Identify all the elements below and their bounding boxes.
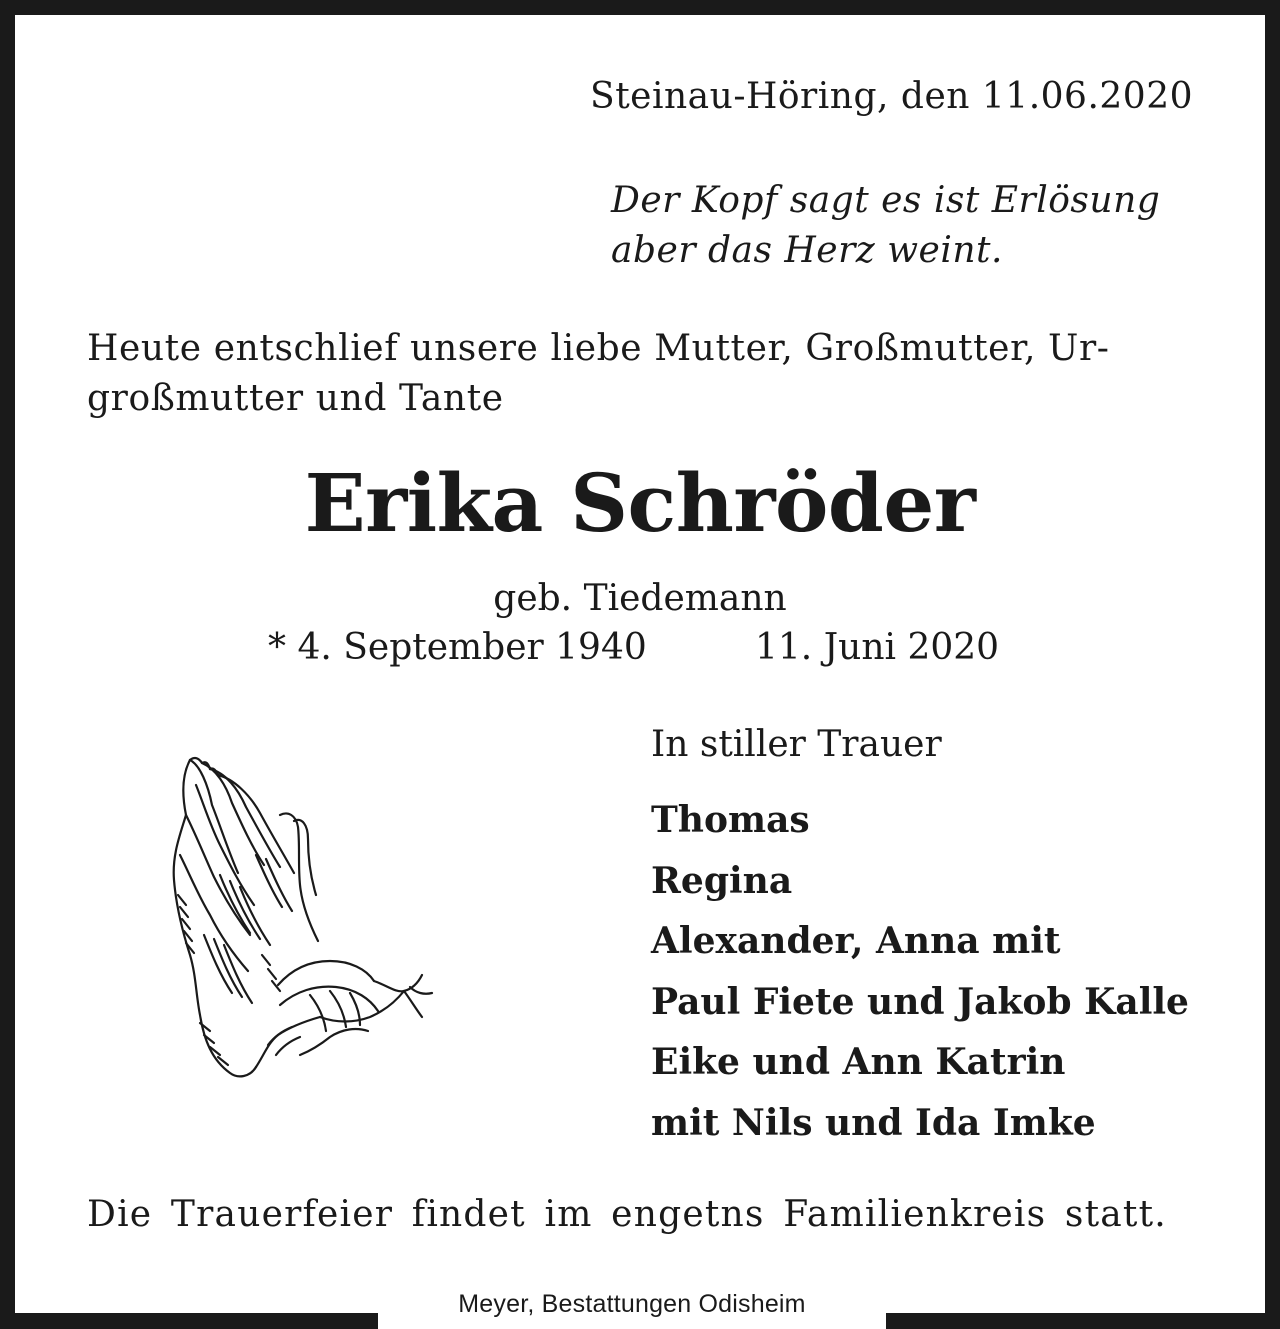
death-date: 11. Juni 2020 xyxy=(755,627,1000,668)
quote-line-1: Der Kopf sagt es ist Erlösung xyxy=(611,180,1161,221)
mourner-line: Thomas xyxy=(651,799,810,841)
bottom-rule-left xyxy=(0,1313,378,1329)
funeral-note: Die Trauerfeier findet im engetns Familienkreis statt. xyxy=(87,1194,1167,1235)
bottom-rule-right xyxy=(886,1313,1280,1329)
mourning-heading: In stiller Trauer xyxy=(651,724,942,765)
quote-line-2: aber das Herz weint. xyxy=(611,230,1003,271)
intro-text xyxy=(87,324,1110,424)
undertaker-credit: Meyer, Bestattungen Odisheim xyxy=(458,1290,806,1318)
mourners-list xyxy=(651,790,1189,1153)
praying-hands-icon xyxy=(160,755,440,1085)
mourner-line: Alexander, Anna mit xyxy=(651,920,1061,962)
birth-date: * 4. September 1940 xyxy=(268,627,647,668)
mourner-line: Eike und Ann Katrin xyxy=(651,1041,1066,1083)
place-date: Steinau-Höring, den 11.06.2020 xyxy=(590,76,1193,117)
quote xyxy=(611,176,1160,276)
mourner-line: Paul Fiete und Jakob Kalle xyxy=(651,980,1189,1023)
mourner-line: Regina xyxy=(651,859,793,902)
intro-line-2: großmutter und Tante xyxy=(87,378,504,419)
maiden-name: geb. Tiedemann xyxy=(493,578,787,619)
intro-line-1: Heute entschlief unsere liebe Mutter, Großmutter, Ur- xyxy=(87,328,1110,369)
deceased-name: Erika Schröder xyxy=(304,456,976,550)
mourner-line: mit Nils und Ida Imke xyxy=(651,1101,1096,1144)
